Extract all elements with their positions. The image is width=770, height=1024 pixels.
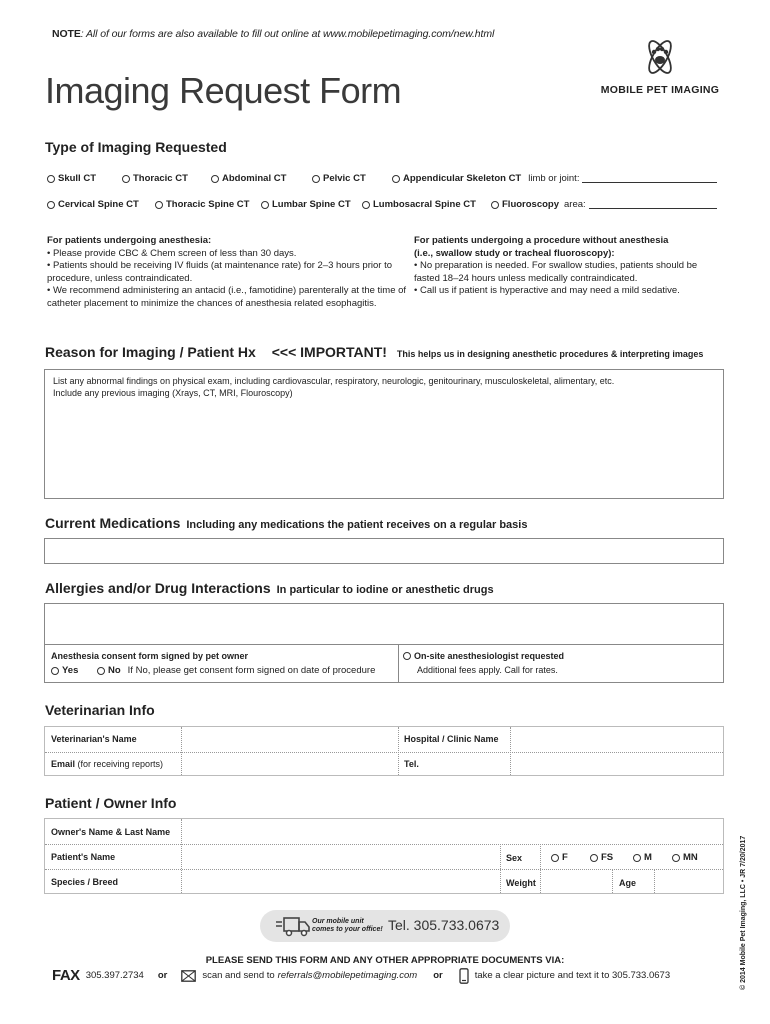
important-label: <<< IMPORTANT! (271, 344, 387, 360)
or-separator: or (433, 970, 443, 981)
option-fluoroscopy[interactable] (491, 199, 717, 210)
important-sub: This helps us in designing anesthetic procedures & interpreting images (396, 349, 704, 359)
owner-label: Owner's Name & Last Name (51, 827, 171, 837)
tel-input[interactable] (425, 753, 724, 777)
reason-heading (45, 344, 703, 360)
list-item: • Call us if patient is hyperactive and may need a mild sedative. (414, 285, 680, 296)
option-label: Pelvic CT (323, 173, 366, 184)
option-label: MN (683, 852, 698, 863)
logo (590, 36, 730, 96)
option-label: Lumbar Spine CT (272, 199, 351, 210)
mobile-unit-line: comes to your office! (312, 926, 383, 933)
reason-hint-line: List any abnormal findings on physical exam, including cardiovascular, respiratory, neurologic, genitourinary, musculoskeletal, alimentary, etc. (53, 376, 615, 386)
mobile-unit-tel: Tel. 305.733.0673 (388, 917, 500, 933)
sex-mn[interactable] (672, 852, 698, 863)
age-label: Age (619, 878, 637, 888)
consent-label: Anesthesia consent form signed by pet owner (51, 651, 249, 661)
imaging-heading: Type of Imaging Requested (45, 139, 227, 155)
weight-label: Weight (506, 878, 536, 888)
logo-text: MOBILE PET IMAGING (600, 84, 720, 96)
vet-name-label: Veterinarian's Name (51, 734, 137, 744)
patient-label: Patient's Name (51, 852, 116, 862)
option-label: Thoracic Spine CT (166, 199, 250, 210)
area-input[interactable] (589, 200, 717, 209)
reason-textarea[interactable] (44, 369, 724, 499)
list-item: • Please provide CBC & Chem screen of less than 30 days. (47, 247, 297, 259)
option-label: On-site anesthesiologist requested (414, 651, 565, 661)
option-cervical-spine-ct[interactable] (47, 199, 139, 210)
atom-paw-icon (640, 36, 680, 78)
weight-input[interactable] (541, 870, 611, 894)
email-label: Email (51, 759, 76, 769)
onsite-anesthesiologist[interactable] (403, 651, 564, 661)
email-prefix: scan and send to (202, 970, 275, 981)
mobile-unit-banner (260, 910, 510, 942)
option-label: Cervical Spine CT (58, 199, 139, 210)
option-appendicular-ct[interactable] (392, 173, 717, 184)
divider (612, 869, 613, 893)
radio-circle[interactable] (51, 667, 59, 675)
anesthesia-heading: For patients undergoing anesthesia: (47, 235, 212, 246)
option-thoracic-ct[interactable] (122, 173, 188, 184)
age-input[interactable] (655, 870, 724, 894)
radio-circle[interactable] (403, 652, 411, 660)
list-item-text: Please provide CBC & Chem screen of less than 30 days. (52, 247, 297, 259)
option-label: Thoracic CT (133, 173, 188, 184)
medications-title: Current Medications (45, 515, 181, 531)
envelope-icon (181, 970, 196, 982)
or-separator: or (157, 970, 168, 981)
divider (398, 727, 399, 775)
sex-f[interactable] (551, 852, 568, 863)
reason-hint (45, 370, 723, 404)
consent-yes[interactable] (51, 665, 78, 676)
divider (398, 644, 399, 682)
sex-m[interactable] (633, 852, 652, 863)
option-label: Abdominal CT (222, 173, 287, 184)
fax-icon: FAX (52, 967, 80, 984)
copyright-vertical: © 2014 Mobile Pet Imaging, LLC • JR 7/20/2017 (740, 835, 747, 990)
radio-circle[interactable] (155, 201, 163, 209)
limb-input[interactable] (582, 174, 717, 183)
consent-no[interactable] (97, 665, 375, 676)
onsite-note: Additional fees apply. Call for rates. (417, 665, 558, 675)
option-label: Yes (62, 665, 79, 676)
radio-circle[interactable] (590, 854, 598, 862)
radio-circle[interactable] (47, 201, 55, 209)
option-abdominal-ct[interactable] (211, 173, 286, 184)
species-input[interactable] (182, 870, 499, 894)
hospital-label: Hospital / Clinic Name (404, 734, 499, 744)
allergies-box[interactable] (44, 603, 724, 683)
note-url[interactable]: www.mobilepetimaging.com/new.html (323, 28, 495, 40)
radio-circle[interactable] (491, 201, 499, 209)
list-item: • No preparation is needed. For swallow studies, patients should be fasted 18–24 hours unless medically contraindicated. (414, 260, 698, 284)
list-item-text: Call us if patient is hyperactive and may need a mild sedative. (419, 285, 680, 296)
option-label: Lumbosacral Spine CT (373, 199, 476, 210)
option-label: Skull CT (58, 173, 97, 184)
radio-circle[interactable] (633, 854, 641, 862)
mobile-unit-text (312, 918, 383, 934)
phone-icon (459, 968, 469, 984)
area-label: area: (564, 199, 586, 210)
medications-heading (45, 515, 527, 531)
option-label: No (108, 665, 121, 676)
sex-label: Sex (506, 853, 523, 863)
option-label: F (562, 852, 568, 863)
option-pelvic-ct[interactable] (312, 173, 366, 184)
patient-input[interactable] (182, 845, 499, 869)
truck-icon (276, 915, 310, 937)
radio-circle[interactable] (672, 854, 680, 862)
tel-label: Tel. (404, 759, 419, 769)
radio-circle[interactable] (97, 667, 105, 675)
list-item-text: No preparation is needed. For swallow studies, patients should be fasted 18–24 hours unless medically contraindicated. (414, 260, 698, 284)
medications-input[interactable] (44, 538, 724, 564)
anesthesia-instructions (47, 235, 407, 310)
page-title: Imaging Request Form (45, 70, 402, 111)
send-instructions: PLEASE SEND THIS FORM AND ANY OTHER APPROPRIATE DOCUMENTS VIA: (205, 955, 565, 966)
option-skull-ct[interactable] (47, 173, 96, 184)
limb-label: limb or joint: (528, 173, 580, 184)
option-label: FS (601, 852, 614, 863)
note-text: : All of our forms are also available to fill out online at (80, 28, 324, 40)
medications-sub: Including any medications the patient receives on a regular basis (186, 519, 528, 531)
patient-heading: Patient / Owner Info (45, 795, 177, 811)
hospital-input[interactable] (511, 727, 724, 752)
note-label: NOTE (52, 28, 81, 40)
email-note: (for receiving reports) (77, 759, 164, 769)
option-thoracic-spine-ct[interactable] (155, 199, 249, 210)
fax-number[interactable]: 305.397.2734 (85, 970, 144, 981)
text-instructions: take a clear picture and text it to 305.733.0673 (474, 970, 671, 981)
footer-contact-row (52, 967, 670, 984)
patient-table (44, 818, 724, 894)
allergies-heading (45, 580, 494, 596)
radio-circle[interactable] (392, 175, 400, 183)
radio-circle[interactable] (122, 175, 130, 183)
radio-circle[interactable] (551, 854, 559, 862)
divider (45, 644, 723, 645)
referral-email[interactable]: referrals@mobilepetimaging.com (277, 970, 418, 981)
owner-input[interactable] (182, 819, 724, 844)
vet-table (44, 726, 724, 776)
email-input[interactable] (182, 753, 397, 777)
reason-title: Reason for Imaging / Patient Hx (45, 344, 256, 360)
list-item: • We recommend administering an antacid (i.e., famotidine) parenterally at the time of catheter placement to minimize the chances of anesthesia related esophagitis. (47, 285, 407, 309)
radio-circle[interactable] (261, 201, 269, 209)
online-note (52, 28, 494, 40)
radio-circle[interactable] (312, 175, 320, 183)
radio-circle[interactable] (211, 175, 219, 183)
vet-name-input[interactable] (182, 727, 397, 752)
option-label: Appendicular Skeleton CT (403, 173, 522, 184)
reason-hint-line: Include any previous imaging (Xrays, CT, MRI, Flouroscopy) (53, 388, 293, 398)
list-item-text: We recommend administering an antacid (i.e., famotidine) parenterally at the time of catheter placement to minimize the chances of anesthesia related esophagitis. (47, 285, 407, 309)
sex-fs[interactable] (590, 852, 613, 863)
allergies-sub: In particular to iodine or anesthetic drugs (276, 584, 494, 596)
no-anesthesia-heading: For patients undergoing a procedure without anesthesia (414, 235, 669, 246)
list-item: • Patients should be receiving IV fluids (at maintenance rate) for 2–3 hours prior to procedure, unless contraindicated. (47, 260, 392, 284)
mobile-unit-line: Our mobile unit (312, 918, 364, 925)
no-anesthesia-instructions (414, 235, 714, 298)
option-label: M (644, 852, 652, 863)
consent-note: If No, please get consent form signed on date of procedure (127, 665, 376, 676)
divider (500, 844, 501, 893)
vet-heading: Veterinarian Info (45, 702, 155, 718)
option-label: Fluoroscopy (502, 199, 560, 210)
option-lumbar-spine-ct[interactable] (261, 199, 351, 210)
radio-circle[interactable] (47, 175, 55, 183)
allergies-title: Allergies and/or Drug Interactions (45, 580, 271, 596)
radio-circle[interactable] (362, 201, 370, 209)
option-lumbosacral-spine-ct[interactable] (362, 199, 476, 210)
species-label: Species / Breed (51, 877, 119, 887)
list-item-text: Patients should be receiving IV fluids (at maintenance rate) for 2–3 hours prior to procedure, unless contraindicated. (47, 260, 392, 284)
no-anesthesia-heading-2: (i.e., swallow study or tracheal fluoroscopy): (414, 247, 615, 259)
